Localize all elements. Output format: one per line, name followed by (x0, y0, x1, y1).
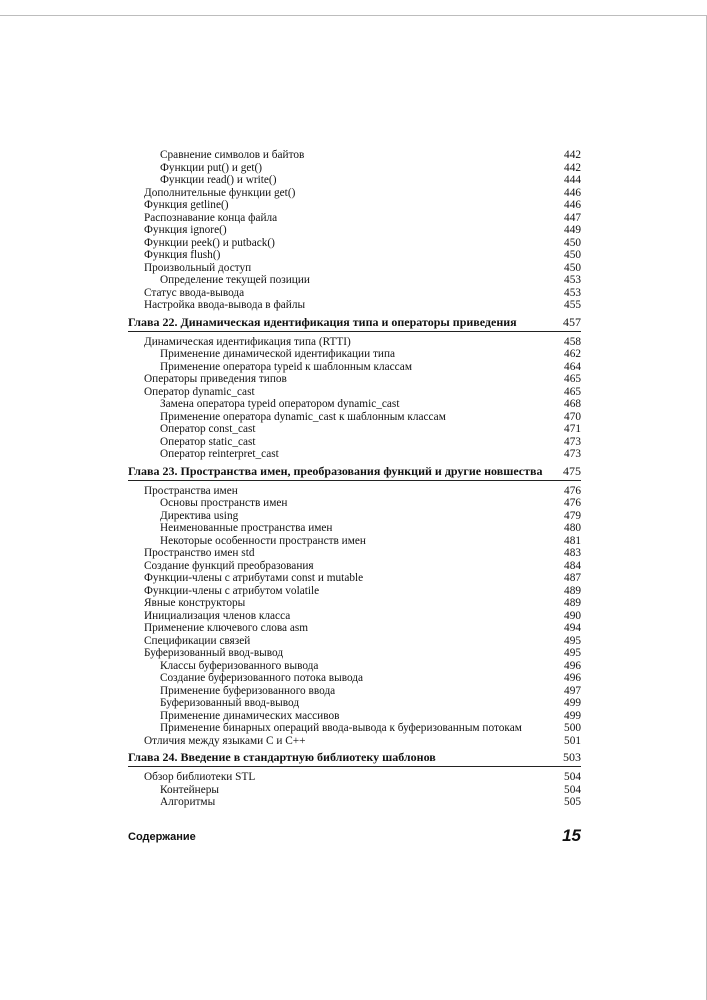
toc-entry-page: 500 (564, 722, 581, 734)
toc-entry-page: 444 (564, 174, 581, 186)
toc-entry-page: 495 (564, 647, 581, 659)
toc-entry (128, 660, 581, 673)
toc-entry (128, 423, 581, 436)
toc-entry-title: Пространство имен std (144, 547, 255, 559)
toc-entry-page: 505 (564, 796, 581, 808)
toc-entry-page: 465 (564, 385, 581, 398)
toc-entry (128, 348, 581, 361)
toc-entry-title: Отличия между языками C и C++ (144, 734, 306, 747)
toc-entry-title: Применение динамической идентификации типа (160, 348, 396, 360)
toc-entry-title: Динамическая идентификация типа (RTTI) (144, 335, 351, 348)
toc-entry-title: Пространства имен (144, 484, 238, 497)
toc-entry-title: Дополнительные функции get() (144, 186, 296, 199)
toc-entry-title: Функция ignore() (144, 224, 227, 236)
toc-entry-title: Применение буферизованного ввода (160, 684, 336, 697)
toc-entry-title: Неименованные пространства имен (160, 522, 333, 534)
toc-entry (128, 697, 581, 710)
toc-entry (128, 187, 581, 200)
toc-entry-title: Буферизованный ввод-вывод (144, 647, 284, 659)
footer-page-number: 15 (562, 826, 581, 845)
toc-entry (128, 735, 581, 748)
toc-entry (128, 411, 581, 424)
toc-entry (128, 784, 581, 797)
toc-entry-page: 475 (563, 463, 581, 478)
toc-entry (128, 722, 581, 735)
toc-entry-page: 457 (563, 314, 581, 329)
toc-entry (128, 710, 581, 723)
toc-entry-title: Сравнение символов и байтов (160, 149, 305, 161)
toc-entry-title: Классы буферизованного вывода (160, 659, 319, 672)
toc-entry (128, 771, 581, 784)
toc-entry-title: Глава 24. Введение в стандартную библиотеку шаблонов (128, 750, 436, 764)
toc-entry-page: 446 (564, 199, 581, 211)
toc-entry-title: Создание функций преобразования (144, 559, 314, 572)
toc-entry (128, 149, 581, 162)
toc-entry-page: 453 (564, 286, 581, 299)
toc-entry (128, 510, 581, 523)
toc-entry (128, 274, 581, 287)
toc-chapter-heading (128, 750, 581, 767)
toc-entry (128, 262, 581, 275)
toc-entry-page: 453 (564, 274, 581, 286)
toc-entry-page: 447 (564, 211, 581, 224)
toc-entry (128, 572, 581, 585)
toc-entry-page: 489 (564, 597, 581, 609)
toc-entry (128, 622, 581, 635)
toc-entry-page: 495 (564, 634, 581, 647)
toc-chapter-heading (128, 315, 581, 332)
toc-entry-page: 476 (564, 484, 581, 497)
toc-entry (128, 535, 581, 548)
toc-entry-title: Функции-члены с атрибутом volatile (144, 584, 320, 597)
toc-entry (128, 199, 581, 212)
toc-entry (128, 635, 581, 648)
toc-entry-title: Функции-члены с атрибутами const и mutable (144, 572, 364, 584)
toc-entry (128, 361, 581, 374)
toc-entry-page: 471 (564, 423, 581, 435)
toc-entry (128, 336, 581, 349)
toc-entry-title: Директива using (160, 509, 239, 522)
toc-entry-title: Функция getline() (144, 199, 229, 211)
toc-entry (128, 647, 581, 660)
toc-entry-title: Применение бинарных операций ввода-вывода к буферизованным потокам (160, 722, 522, 734)
toc-entry-page: 504 (564, 783, 581, 796)
toc-entry-title: Явные конструкторы (144, 597, 246, 609)
toc-entry (128, 224, 581, 237)
toc-entry (128, 796, 581, 809)
toc-entry (128, 448, 581, 461)
toc-entry-title: Определение текущей позиции (160, 274, 310, 286)
toc-entry (128, 585, 581, 598)
toc-entry-page: 442 (564, 149, 581, 161)
toc-entry (128, 299, 581, 312)
toc-entry-title: Спецификации связей (144, 634, 251, 647)
toc-entry-page: 462 (564, 348, 581, 360)
toc-entry-title: Инициализация членов класса (144, 609, 291, 622)
toc-entry-title: Функции put() и get() (160, 161, 263, 174)
toc-entry-page: 465 (564, 373, 581, 385)
table-of-contents (128, 149, 581, 809)
toc-entry (128, 560, 581, 573)
toc-entry-title: Распознавание конца файла (144, 211, 278, 224)
toc-entry-title: Оператор static_cast (160, 435, 256, 448)
toc-entry (128, 249, 581, 262)
toc-entry (128, 522, 581, 535)
toc-entry-page: 489 (564, 584, 581, 597)
toc-entry-page: 450 (564, 249, 581, 261)
footer-section-title: Содержание (128, 831, 196, 843)
page-footer (128, 826, 581, 846)
toc-entry (128, 162, 581, 175)
toc-entry-title: Глава 22. Динамическая идентификация типа и операторы приведения (128, 314, 517, 329)
toc-entry-title: Некоторые особенности пространств имен (160, 534, 366, 547)
toc-entry-page: 501 (564, 734, 581, 747)
toc-entry-title: Настройка ввода-вывода в файлы (144, 299, 306, 311)
toc-entry-title: Применение ключевого слова asm (144, 622, 309, 634)
toc-entry-title: Буферизованный ввод-вывод (160, 697, 300, 709)
toc-entry-page: 449 (564, 224, 581, 236)
toc-entry-page: 450 (564, 261, 581, 274)
toc-entry-page: 499 (564, 697, 581, 709)
toc-entry-title: Статус ввода-вывода (144, 286, 245, 299)
toc-entry (128, 287, 581, 300)
toc-entry-title: Создание буферизованного потока вывода (160, 672, 364, 684)
toc-entry-title: Применение оператора dynamic_cast к шаблонным классам (160, 410, 446, 423)
toc-entry-page: 455 (564, 299, 581, 311)
toc-entry-title: Операторы приведения типов (144, 373, 287, 385)
toc-entry-page: 468 (564, 398, 581, 410)
toc-entry-title: Алгоритмы (160, 796, 216, 808)
toc-entry-title: Применение динамических массивов (160, 709, 340, 722)
toc-entry-page: 446 (564, 186, 581, 199)
toc-entry-title: Функции peek() и putback() (144, 236, 275, 249)
toc-entry-title: Оператор const_cast (160, 423, 256, 435)
page-border-top (0, 15, 707, 16)
toc-entry-page: 458 (564, 335, 581, 348)
toc-entry-page: 450 (564, 236, 581, 249)
toc-entry-page: 497 (564, 684, 581, 697)
toc-entry-page: 476 (564, 497, 581, 509)
toc-entry-page: 496 (564, 672, 581, 684)
toc-entry-page: 479 (564, 509, 581, 522)
toc-entry-page: 490 (564, 609, 581, 622)
toc-entry (128, 685, 581, 698)
toc-entry-title: Обзор библиотеки STL (144, 771, 256, 783)
toc-entry (128, 610, 581, 623)
toc-entry (128, 485, 581, 498)
toc-entry (128, 436, 581, 449)
toc-chapter-heading (128, 464, 581, 481)
toc-entry-page: 499 (564, 709, 581, 722)
toc-entry-title: Функции read() и write() (160, 174, 277, 186)
toc-entry-page: 504 (564, 771, 581, 783)
toc-entry (128, 237, 581, 250)
toc-entry-title: Основы пространств имен (160, 497, 288, 509)
toc-entry-page: 483 (564, 547, 581, 559)
toc-entry (128, 174, 581, 187)
toc-entry (128, 497, 581, 510)
toc-entry-title: Функция flush() (144, 249, 221, 261)
toc-entry-title: Замена оператора typeid оператором dynamic_cast (160, 398, 400, 410)
toc-entry-page: 464 (564, 360, 581, 373)
toc-entry-page: 442 (564, 161, 581, 174)
toc-entry (128, 597, 581, 610)
toc-entry-page: 473 (564, 435, 581, 448)
toc-entry-page: 470 (564, 410, 581, 423)
toc-entry-title: Глава 23. Пространства имен, преобразования функций и другие новшества (128, 463, 543, 478)
toc-entry-title: Контейнеры (160, 783, 219, 796)
toc-entry-page: 480 (564, 522, 581, 534)
toc-entry-page: 484 (564, 559, 581, 572)
toc-entry-page: 481 (564, 534, 581, 547)
toc-entry (128, 386, 581, 399)
toc-entry (128, 547, 581, 560)
toc-entry-page: 487 (564, 572, 581, 584)
toc-entry-title: Применение оператора typeid к шаблонным классам (160, 360, 412, 373)
toc-entry-page: 503 (563, 750, 581, 764)
toc-entry (128, 672, 581, 685)
toc-entry-page: 496 (564, 659, 581, 672)
toc-entry (128, 398, 581, 411)
toc-entry-page: 473 (564, 448, 581, 460)
toc-entry-page: 494 (564, 622, 581, 634)
toc-entry-title: Произвольный доступ (144, 261, 252, 274)
toc-entry (128, 212, 581, 225)
toc-entry (128, 373, 581, 386)
toc-entry-title: Оператор dynamic_cast (144, 385, 255, 398)
toc-entry-title: Оператор reinterpret_cast (160, 448, 279, 460)
